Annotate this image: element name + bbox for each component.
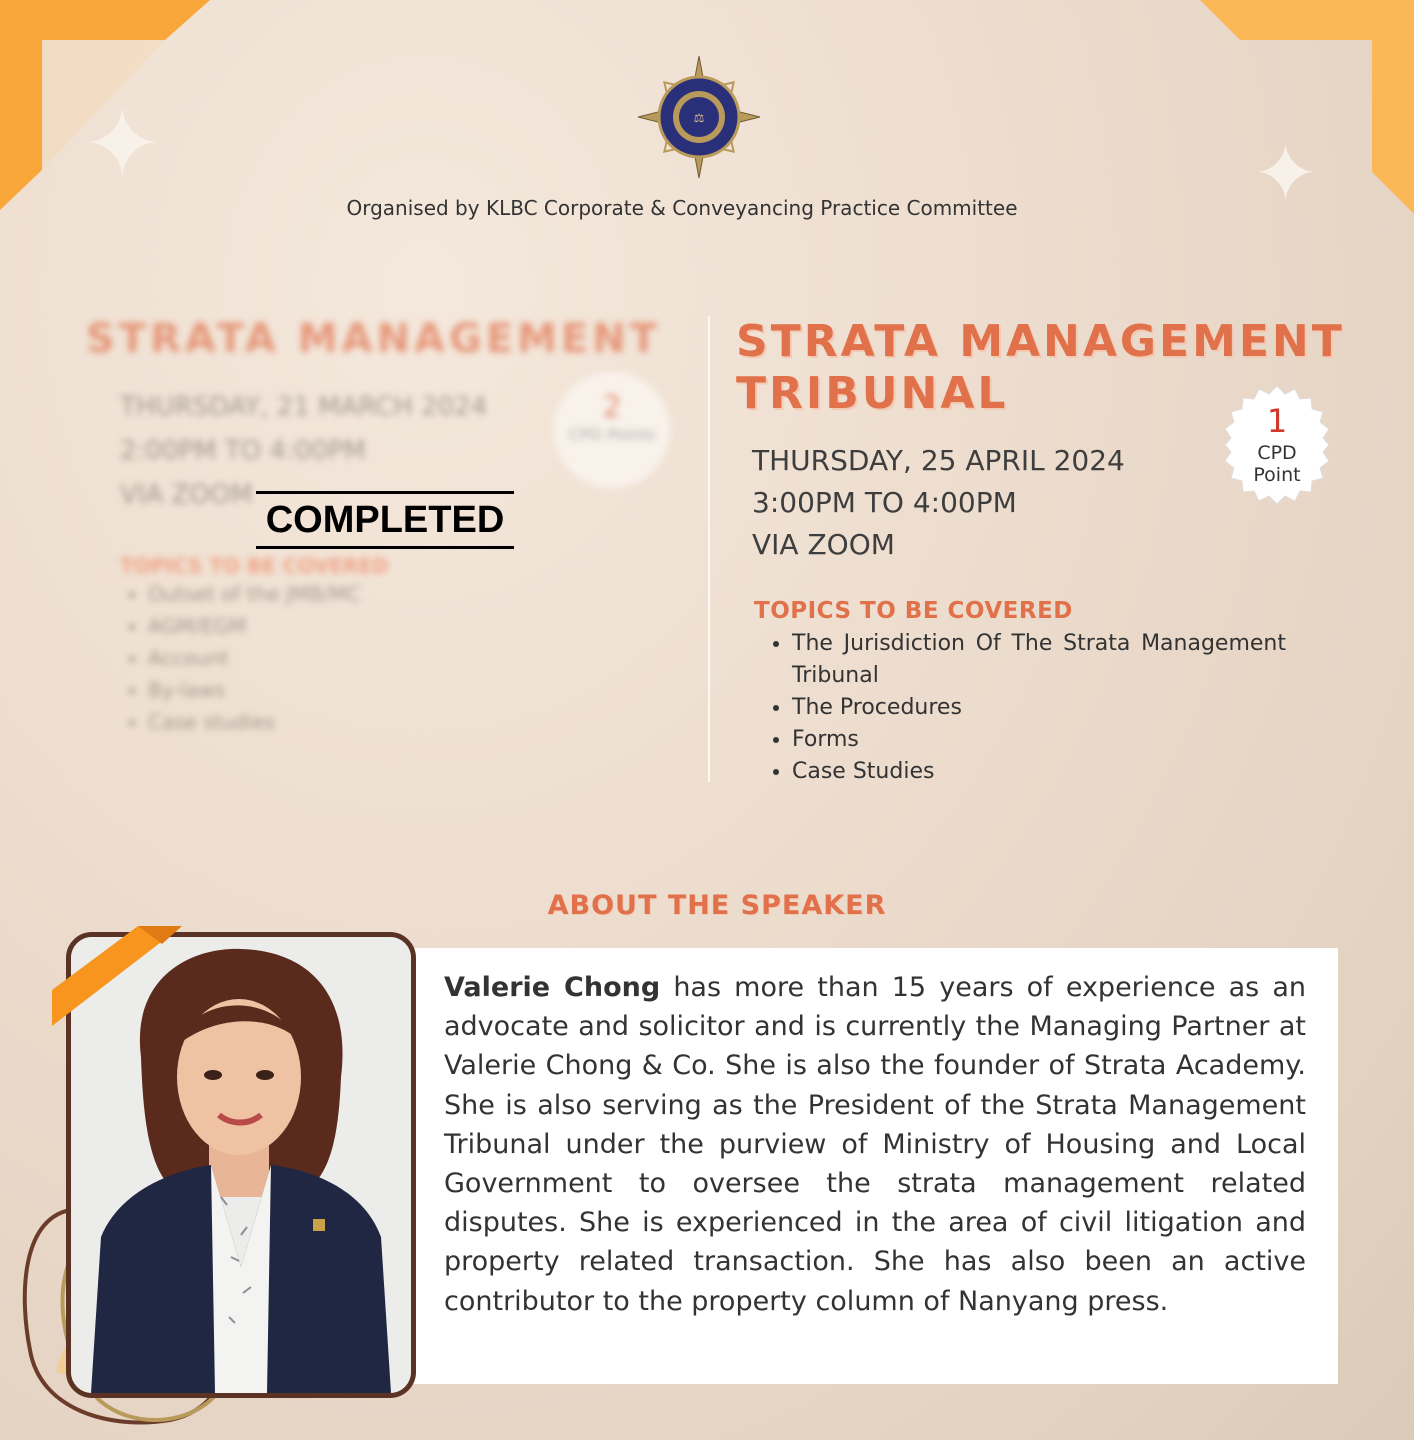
topics-list bbox=[752, 628, 1286, 788]
past-topics-list bbox=[120, 578, 361, 738]
about-speaker-heading: ABOUT THE SPEAKER bbox=[547, 890, 887, 921]
cpd-badge bbox=[1216, 384, 1338, 506]
cpd-label-line2: Point bbox=[1253, 464, 1301, 486]
past-cpd-label: CPD Points bbox=[568, 425, 656, 444]
topics-heading: TOPICS TO BE COVERED bbox=[754, 598, 1073, 624]
event-date: THURSDAY, 25 APRIL 2024 bbox=[752, 444, 1125, 477]
list-item: • The Procedures bbox=[792, 692, 1286, 724]
speaker-bio bbox=[444, 968, 1306, 1321]
list-item: • Case studies bbox=[148, 706, 361, 738]
event-venue: VIA ZOOM bbox=[752, 528, 895, 561]
list-item: • The Jurisdiction Of The Strata Management Tribunal bbox=[792, 628, 1286, 692]
organiser-text: Organised by KLBC Corporate & Conveyancing Practice Committee bbox=[346, 196, 1018, 220]
cpd-number: 1 bbox=[1266, 402, 1288, 440]
speaker-bio-text: has more than 15 years of experience as an advocate and solicitor and is currently the Managing Partner at Valerie Chong & Co. She is also the founder of Strata Academy. She is also serving as the President of the Strata Management Tribunal under the purview of Ministry of Housing and Local Government to oversee the strata management related disputes. She is experienced in the area of civil litigation and property related transaction. She has also been an active contributor to the property column of Nanyang press. bbox=[444, 972, 1307, 1317]
svg-text:⚖: ⚖ bbox=[693, 111, 705, 125]
past-cpd-badge bbox=[554, 372, 670, 488]
past-event-title: STRATA MANAGEMENT bbox=[86, 316, 662, 362]
event-title-line2: TRIBUNAL bbox=[736, 368, 1009, 419]
event-title-line1: STRATA MANAGEMENT bbox=[736, 316, 1345, 367]
cpd-label-line1: CPD bbox=[1257, 442, 1297, 464]
sparkle-icon: ✦ bbox=[82, 88, 163, 200]
bar-malaysia-logo bbox=[638, 56, 760, 178]
list-item: • AGM/EGM bbox=[148, 610, 361, 642]
list-item: • Forms bbox=[792, 724, 1286, 756]
ribbon-decoration bbox=[52, 926, 192, 1046]
list-item: • Account bbox=[148, 642, 361, 674]
past-topics-heading: TOPICS TO BE COVERED bbox=[120, 554, 389, 578]
past-event-venue: VIA ZOOM bbox=[120, 480, 253, 510]
completed-stamp: COMPLETED bbox=[256, 491, 514, 549]
speaker-name: Valerie Chong bbox=[444, 972, 661, 1003]
sparkle-icon: ✦ bbox=[1252, 127, 1320, 220]
past-cpd-number: 2 bbox=[602, 390, 622, 425]
list-item: • By-laws bbox=[148, 674, 361, 706]
past-event-date: THURSDAY, 21 MARCH 2024 bbox=[120, 392, 488, 422]
list-item: • Case Studies bbox=[792, 756, 1286, 788]
event-time: 3:00PM TO 4:00PM bbox=[752, 486, 1017, 519]
divider bbox=[708, 316, 710, 782]
past-event-time: 2:00PM TO 4:00PM bbox=[120, 436, 366, 466]
list-item: • Outset of the JMB/MC bbox=[148, 578, 361, 610]
cpd-label bbox=[1216, 442, 1338, 486]
